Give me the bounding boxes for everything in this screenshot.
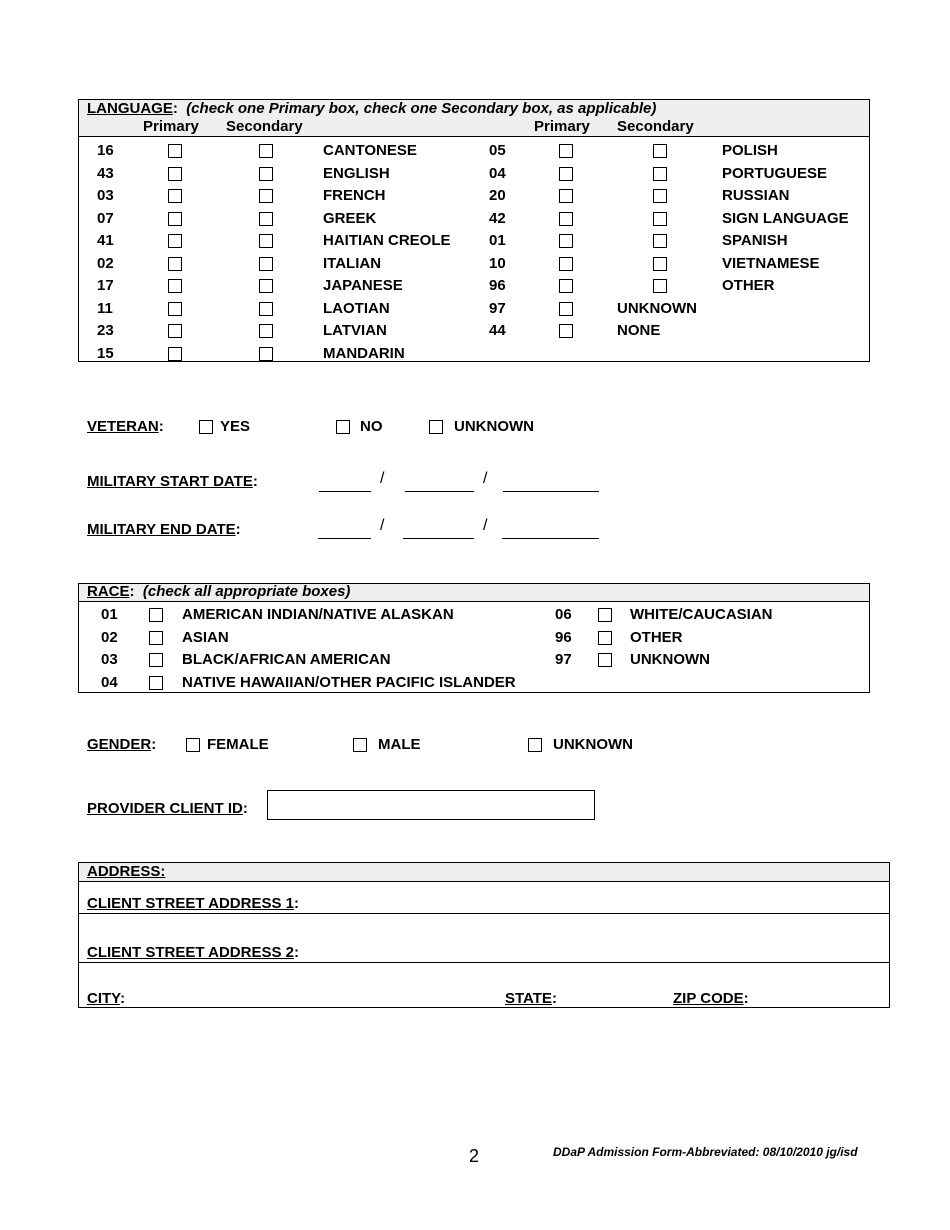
- date-separator: /: [483, 517, 488, 534]
- language-code: 11: [97, 299, 113, 317]
- race-checkbox[interactable]: [598, 608, 612, 622]
- language-secondary-checkbox[interactable]: [259, 189, 273, 203]
- state-heading: STATE: [505, 990, 552, 1007]
- street2-label: CLIENT STREET ADDRESS 2:: [87, 944, 299, 961]
- address-section: [78, 862, 890, 1008]
- page-number: 2: [469, 1146, 480, 1166]
- street2-heading: CLIENT STREET ADDRESS 2: [87, 944, 294, 961]
- col-secondary-left: Secondary: [226, 118, 303, 135]
- race-code: 96: [555, 628, 572, 646]
- city-heading: CITY: [87, 990, 121, 1007]
- language-code: 01: [489, 232, 506, 249]
- language-name: ENGLISH: [323, 164, 390, 182]
- language-name: UNKNOWN: [617, 299, 697, 317]
- language-section: [78, 99, 870, 362]
- date-separator: /: [380, 470, 385, 487]
- language-code: 10: [489, 254, 506, 272]
- language-code: 16: [97, 142, 114, 159]
- language-primary-checkbox[interactable]: [559, 212, 573, 226]
- language-primary-checkbox[interactable]: [168, 324, 182, 338]
- language-code: 96: [489, 277, 506, 294]
- gender-female-checkbox[interactable]: [186, 738, 200, 752]
- military-end-year-field[interactable]: [502, 538, 599, 539]
- col-primary-right: Primary: [534, 118, 590, 135]
- veteran-unknown-checkbox[interactable]: [429, 420, 443, 434]
- language-secondary-checkbox[interactable]: [259, 212, 273, 226]
- veteran-yes-checkbox[interactable]: [199, 420, 213, 434]
- street1-field[interactable]: [79, 913, 889, 914]
- language-primary-checkbox[interactable]: [168, 144, 182, 158]
- language-secondary-checkbox[interactable]: [653, 279, 667, 293]
- language-secondary-checkbox[interactable]: [259, 167, 273, 181]
- language-code: 43: [97, 164, 114, 182]
- language-primary-checkbox[interactable]: [559, 324, 573, 338]
- race-name: NATIVE HAWAIIAN/OTHER PACIFIC ISLANDER: [182, 673, 516, 691]
- language-primary-checkbox[interactable]: [168, 279, 182, 293]
- language-secondary-checkbox[interactable]: [653, 167, 667, 181]
- language-name: GREEK: [323, 209, 377, 227]
- race-checkbox[interactable]: [149, 676, 163, 690]
- language-code: 97: [489, 299, 506, 317]
- street2-field[interactable]: [79, 962, 889, 963]
- language-name: MANDARIN: [323, 344, 405, 362]
- zip-heading: ZIP CODE: [673, 990, 744, 1007]
- language-name: SIGN LANGUAGE: [722, 209, 849, 227]
- language-primary-checkbox[interactable]: [168, 257, 182, 271]
- language-name: NONE: [617, 322, 661, 339]
- street1-heading: CLIENT STREET ADDRESS 1: [87, 895, 294, 912]
- address-header: [79, 863, 889, 882]
- military-end-heading: MILITARY END DATE: [87, 521, 236, 538]
- veteran-no-label: NO: [360, 418, 383, 435]
- language-code: 20: [489, 187, 506, 204]
- language-primary-checkbox[interactable]: [168, 347, 182, 361]
- race-code: 04: [101, 673, 118, 691]
- language-name: LATVIAN: [323, 322, 387, 339]
- language-name: SPANISH: [722, 232, 788, 249]
- language-name: LAOTIAN: [323, 299, 390, 317]
- gender-unknown-label: UNKNOWN: [553, 736, 633, 753]
- race-checkbox[interactable]: [149, 608, 163, 622]
- language-name: FRENCH: [323, 187, 386, 204]
- military-end-day-field[interactable]: [403, 538, 474, 539]
- language-secondary-checkbox[interactable]: [653, 234, 667, 248]
- language-code: 04: [489, 164, 506, 182]
- race-instruction: (check all appropriate boxes): [142, 583, 351, 600]
- race-name: WHITE/CAUCASIAN: [630, 606, 773, 623]
- gender-female-label: FEMALE: [207, 736, 269, 753]
- state-label: STATE:: [505, 990, 557, 1007]
- language-instruction: (check one Primary box, check one Secondary box, as applicable): [186, 100, 657, 117]
- language-name: JAPANESE: [323, 277, 403, 294]
- race-code: 01: [101, 606, 118, 623]
- gender-unknown-checkbox[interactable]: [528, 738, 542, 752]
- gender-label: GENDER:: [87, 736, 157, 753]
- language-code: 41: [97, 232, 114, 249]
- veteran-heading: VETERAN: [87, 418, 159, 435]
- address-heading: ADDRESS:: [87, 863, 166, 880]
- col-primary-left: Primary: [143, 118, 199, 135]
- language-secondary-checkbox[interactable]: [653, 144, 667, 158]
- form-identifier: DDaP Admission Form-Abbreviated: 08/10/2010 jg/isd: [553, 1145, 858, 1159]
- veteran-yes-label: YES: [220, 418, 251, 435]
- veteran-no-checkbox[interactable]: [336, 420, 350, 434]
- language-primary-checkbox[interactable]: [168, 302, 182, 316]
- language-name: RUSSIAN: [722, 187, 790, 204]
- language-name: PORTUGUESE: [722, 164, 828, 182]
- language-code: 03: [97, 187, 114, 204]
- street1-label: CLIENT STREET ADDRESS 1:: [87, 895, 299, 912]
- race-name: AMERICAN INDIAN/NATIVE ALASKAN: [182, 606, 454, 623]
- provider-client-id-input[interactable]: [267, 790, 595, 820]
- provider-client-id-label: PROVIDER CLIENT ID:: [87, 800, 248, 817]
- language-code: 07: [97, 209, 114, 227]
- language-primary-checkbox[interactable]: [168, 189, 182, 203]
- gender-male-label: MALE: [378, 736, 421, 753]
- race-name: UNKNOWN: [630, 651, 710, 668]
- language-code: 23: [97, 322, 114, 339]
- city-label: CITY:: [87, 990, 126, 1007]
- gender-male-checkbox[interactable]: [353, 738, 367, 752]
- race-title: RACE: (check all appropriate boxes): [87, 583, 351, 600]
- military-start-month-field[interactable]: [319, 491, 371, 492]
- language-heading: LANGUAGE: [87, 100, 173, 117]
- language-primary-checkbox[interactable]: [168, 234, 182, 248]
- language-secondary-checkbox[interactable]: [259, 347, 273, 361]
- race-code: 02: [101, 628, 118, 646]
- date-separator: /: [380, 517, 385, 534]
- language-title: LANGUAGE: (check one Primary box, check one Secondary box, as applicable): [87, 100, 657, 117]
- race-heading: RACE: [87, 583, 130, 600]
- language-secondary-checkbox[interactable]: [653, 257, 667, 271]
- language-primary-checkbox[interactable]: [559, 144, 573, 158]
- language-secondary-checkbox[interactable]: [259, 279, 273, 293]
- language-code: 02: [97, 254, 114, 272]
- military-start-heading: MILITARY START DATE: [87, 473, 253, 490]
- language-secondary-checkbox[interactable]: [653, 212, 667, 226]
- language-code: 17: [97, 277, 114, 294]
- language-primary-checkbox[interactable]: [559, 257, 573, 271]
- race-checkbox[interactable]: [149, 631, 163, 645]
- language-name: HAITIAN CREOLE: [323, 232, 451, 249]
- race-code: 06: [555, 606, 572, 623]
- race-code: 03: [101, 651, 118, 668]
- language-secondary-checkbox[interactable]: [259, 257, 273, 271]
- language-primary-checkbox[interactable]: [559, 234, 573, 248]
- date-separator: /: [483, 470, 488, 487]
- language-name: OTHER: [722, 277, 775, 294]
- race-name: OTHER: [630, 628, 683, 646]
- gender-heading: GENDER: [87, 736, 152, 753]
- language-secondary-checkbox[interactable]: [259, 302, 273, 316]
- military-end-label: MILITARY END DATE:: [87, 521, 241, 538]
- language-code: 42: [489, 209, 506, 227]
- col-secondary-right: Secondary: [617, 118, 694, 135]
- language-name: CANTONESE: [323, 142, 417, 159]
- military-start-label: MILITARY START DATE:: [87, 473, 258, 490]
- language-primary-checkbox[interactable]: [168, 167, 182, 181]
- language-name: POLISH: [722, 142, 778, 159]
- language-code: 05: [489, 142, 506, 159]
- veteran-label: VETERAN:: [87, 418, 164, 435]
- provider-heading: PROVIDER CLIENT ID: [87, 800, 243, 817]
- race-checkbox[interactable]: [598, 653, 612, 667]
- race-name: BLACK/AFRICAN AMERICAN: [182, 651, 391, 668]
- language-secondary-checkbox[interactable]: [259, 144, 273, 158]
- military-end-month-field[interactable]: [318, 538, 371, 539]
- veteran-unknown-label: UNKNOWN: [454, 418, 534, 435]
- race-name: ASIAN: [182, 628, 229, 646]
- language-primary-checkbox[interactable]: [559, 189, 573, 203]
- zip-label: ZIP CODE:: [673, 990, 749, 1007]
- language-primary-checkbox[interactable]: [559, 167, 573, 181]
- race-code: 97: [555, 651, 572, 668]
- language-secondary-checkbox[interactable]: [259, 234, 273, 248]
- language-primary-checkbox[interactable]: [168, 212, 182, 226]
- language-primary-checkbox[interactable]: [559, 302, 573, 316]
- race-checkbox[interactable]: [149, 653, 163, 667]
- language-name: VIETNAMESE: [722, 254, 820, 272]
- language-name: ITALIAN: [323, 254, 382, 272]
- language-secondary-checkbox[interactable]: [653, 189, 667, 203]
- military-start-day-field[interactable]: [405, 491, 474, 492]
- language-secondary-checkbox[interactable]: [259, 324, 273, 338]
- language-primary-checkbox[interactable]: [559, 279, 573, 293]
- military-start-year-field[interactable]: [503, 491, 599, 492]
- race-checkbox[interactable]: [598, 631, 612, 645]
- language-code: 15: [97, 344, 114, 362]
- language-code: 44: [489, 322, 506, 339]
